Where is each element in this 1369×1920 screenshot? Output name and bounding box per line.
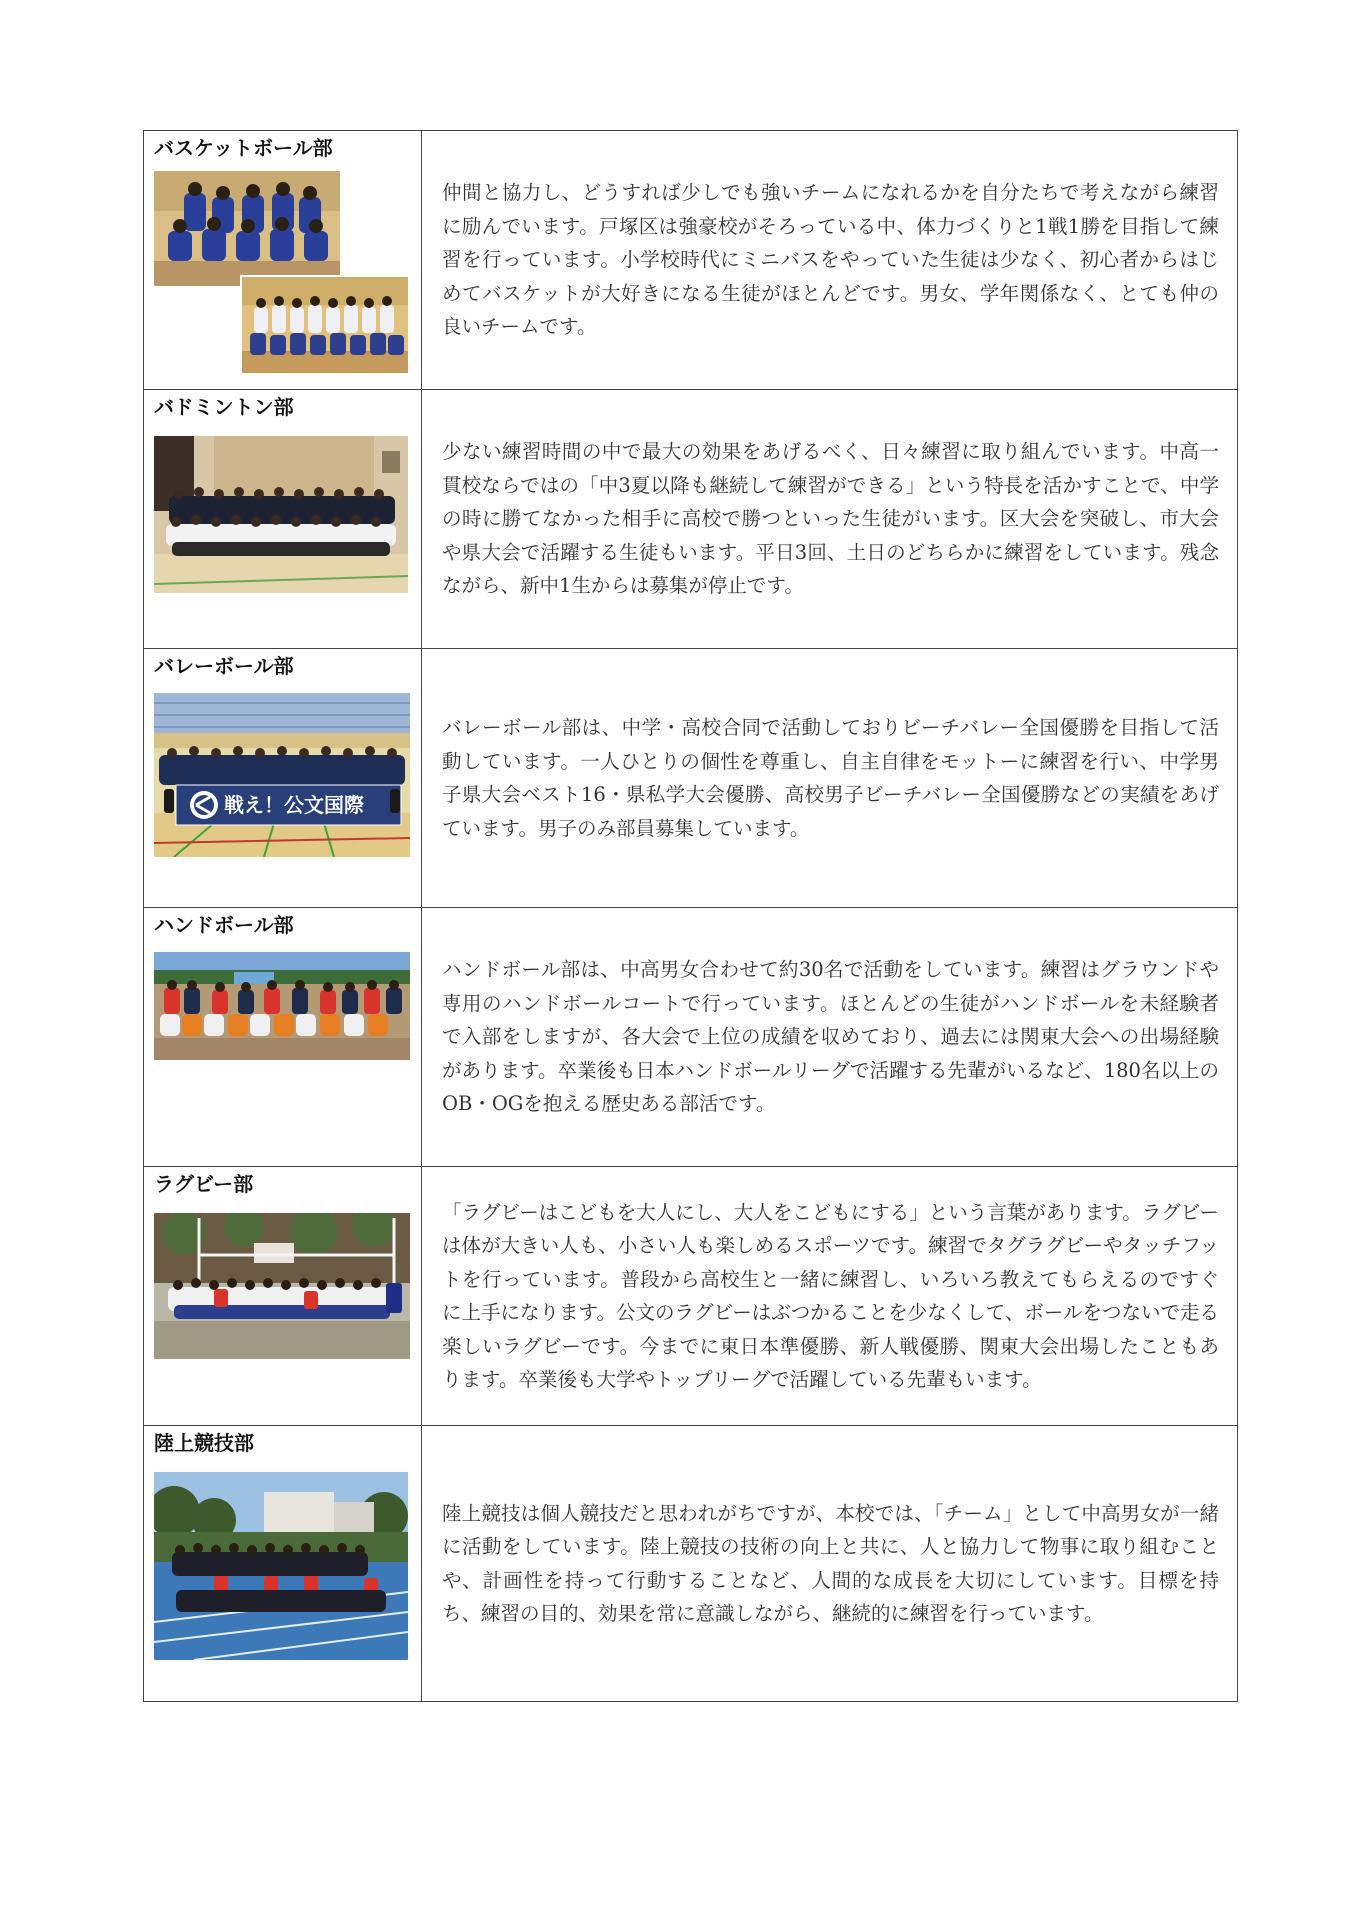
team-photo (154, 952, 410, 1060)
team-photo (154, 1213, 410, 1359)
club-name: 陸上競技部 (154, 1431, 254, 1455)
club-left-cell (144, 1167, 422, 1426)
club-right-cell (422, 131, 1238, 390)
club-row-basketball (144, 131, 1238, 390)
club-row-track (144, 1426, 1238, 1702)
club-right-cell (422, 649, 1238, 908)
club-row-rugby (144, 1167, 1238, 1426)
club-photos (154, 163, 410, 375)
club-description: 陸上競技は個人競技だと思われがちですが、本校では、「チーム」として中高男女が一緒に活動をしています。陸上競技の技術の向上と共に、人と協力して物事に取り組むことや、計画性を持って行動することなど、人間的な成長を大切にしています。目標を持ち、練習の目的、効果を常に意識しながら、継続的に練習を行っています。 (442, 1501, 1219, 1625)
club-row-handball (144, 908, 1238, 1167)
club-name: バドミントン部 (154, 395, 294, 419)
club-left-cell (144, 649, 422, 908)
club-right-cell (422, 390, 1238, 649)
club-right-cell (422, 1167, 1238, 1426)
club-name: バスケットボール部 (154, 136, 333, 160)
club-row-volleyball (144, 649, 1238, 908)
club-description: 「ラグビーはこどもを大人にし、大人をこどもにする」という言葉があります。ラグビーは体が大きい人も、小さい人も楽しめるスポーツです。練習でタグラグビーやタッチフットを行っています。普段から高校生と一緒に練習し、いろいろ教えてもらえるのですぐに上手になります。公文のラグビーはぶつかることを少なくして、ボールをつないで走る楽しいラグビーです。今までに東日本準優勝、新人戦優勝、関東大会出場したこともあります。卒業後も大学やトップリーグで活躍している先輩もいます。 (442, 1200, 1219, 1391)
club-name: ラグビー部 (154, 1172, 254, 1196)
club-right-cell (422, 908, 1238, 1167)
club-left-cell (144, 1426, 422, 1702)
club-left-cell (144, 131, 422, 390)
club-name: バレーボール部 (154, 654, 294, 678)
team-photo (154, 436, 408, 593)
team-photo (154, 693, 410, 857)
clubs-table (143, 130, 1238, 1702)
club-description: バレーボール部は、中学・高校合同で活動しておりビーチバレー全国優勝を目指して活動しています。一人ひとりの個性を尊重し、自主自律をモットーに練習を行い、中学男子県大会ベスト16・県私学大会優勝、高校男子ビーチバレー全国優勝などの実績をあげています。男子のみ部員募集しています。 (442, 716, 1219, 840)
club-name: ハンドボール部 (154, 913, 294, 937)
club-left-cell (144, 908, 422, 1167)
team-photo (240, 275, 410, 375)
team-photo (154, 1472, 408, 1660)
club-description: ハンドボール部は、中高男女合わせて約30名で活動をしています。練習はグラウンドや専用のハンドボールコートで行っています。ほとんどの生徒がハンドボールを未経験者で入部をしますが、各大会で上位の成績を収めており、過去には関東大会への出場経験があります。卒業後も日本ハンドボールリーグで活躍する先輩がいるなど、180名以上のOB・OGを抱える歴史ある部活です。 (442, 958, 1219, 1116)
club-row-badminton (144, 390, 1238, 649)
club-left-cell (144, 390, 422, 649)
club-description: 仲間と協力し、どうすれば少しでも強いチームになれるかを自分たちで考えながら練習に励んでいます。戸塚区は強豪校がそろっている中、体力づくりと1戦1勝を目指して練習を行っています。小学校時代にミニバスをやっていた生徒は少なく、初心者からはじめてバスケットが大好きになる生徒がほとんどです。男女、学年関係なく、とても仲の良いチームです。 (442, 181, 1219, 339)
club-right-cell (422, 1426, 1238, 1702)
team-photo (154, 171, 340, 286)
club-description: 少ない練習時間の中で最大の効果をあげるべく、日々練習に取り組んでいます。中高一貫校ならではの「中3夏以降も継続して練習ができる」という特長を活かすことで、中学の時に勝てなかった相手に高校で勝つといった生徒がいます。区大会を突破し、市大会や県大会で活躍する生徒もいます。平日3回、土日のどちらかに練習をしています。残念ながら、新中1生からは募集が停止です。 (442, 440, 1219, 598)
banner-text: 戦え！公文国際 (224, 793, 364, 817)
